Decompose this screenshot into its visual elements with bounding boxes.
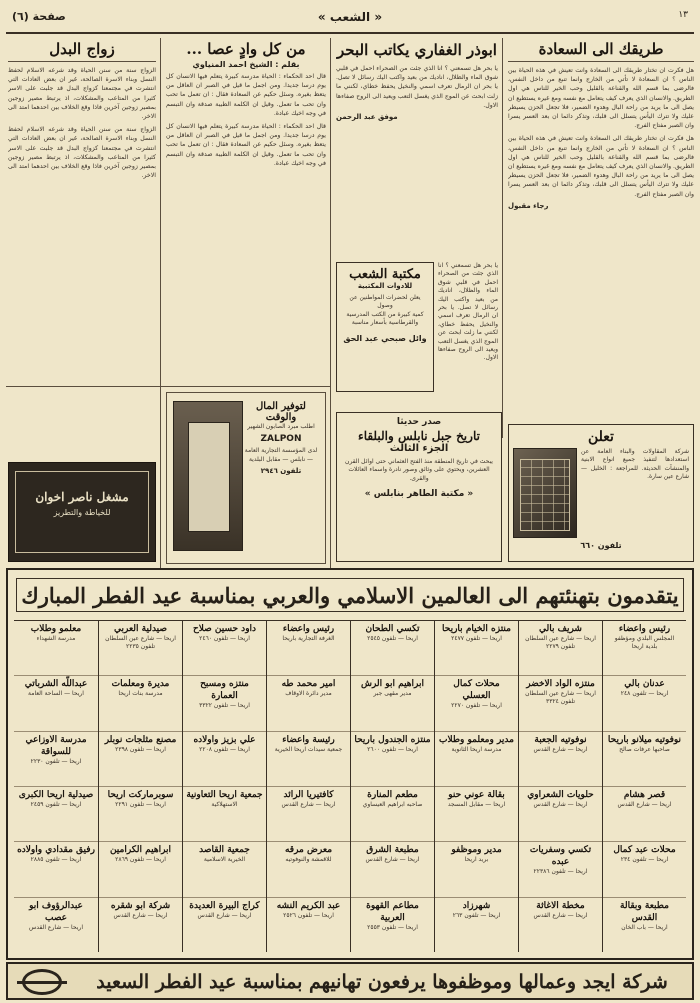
greeting-card bbox=[603, 787, 686, 842]
library-line-3: والقرطاسية بأسعار مناسبة bbox=[351, 319, 419, 327]
greeting-name: محلات كمال العسلي bbox=[453, 679, 500, 702]
greeting-name: نوفوتيه ميلانو باريحا bbox=[607, 734, 682, 745]
greeting-card bbox=[435, 621, 518, 676]
greeting-name: مديرة ومعلمات bbox=[111, 679, 170, 690]
greeting-name: داود حسين صلاح bbox=[192, 624, 257, 634]
greeting-name: منتزه الجندول باريحا bbox=[354, 734, 431, 745]
eid-column bbox=[98, 621, 182, 952]
greeting-card bbox=[267, 732, 350, 787]
greeting-card bbox=[519, 787, 602, 842]
greeting-name: رئيسة واعضاء bbox=[282, 734, 335, 745]
greeting-card bbox=[99, 732, 182, 787]
section-rule bbox=[6, 386, 330, 387]
greeting-detail: اريحا — شارع القدس bbox=[29, 923, 83, 931]
greeting-detail: اريحا — شارع عين السلطان bbox=[105, 635, 176, 642]
greeting-name: معلمو وطلاب bbox=[30, 624, 82, 634]
tailor-ad bbox=[8, 462, 156, 562]
greeting-name: منتزه الواد الاخضر bbox=[526, 679, 595, 690]
eid-column bbox=[518, 621, 602, 952]
greeting-detail: الغرفة التجارية باريحا bbox=[282, 635, 335, 642]
tailor-title: مشغل ناصر اخوان bbox=[35, 490, 129, 504]
book-part: الجزء الثالث bbox=[389, 443, 449, 454]
greeting-name: سوبرماركت اريحا bbox=[107, 789, 174, 800]
greeting-detail: اريحا — تلفون ٢٢٩١ bbox=[115, 800, 166, 808]
library-subtitle: للادوات المكتبية bbox=[357, 282, 413, 290]
page-number: صفحة (٦) bbox=[12, 10, 66, 23]
announcement-title: تعلن bbox=[588, 429, 614, 445]
greeting-detail: اريحا — شارع القدس bbox=[281, 800, 336, 808]
greeting-name: جمعية القاصد bbox=[199, 845, 250, 856]
greeting-card bbox=[267, 787, 350, 842]
greeting-card bbox=[351, 842, 434, 897]
greeting-detail: بريد اريحا bbox=[464, 856, 489, 864]
wisdom-byline: بقلم : الشيخ احمد المنياوي bbox=[192, 60, 300, 69]
greeting-detail: اريحا — الساحة العامة bbox=[28, 690, 84, 698]
greeting-detail: اريحا — شارع القدس bbox=[533, 745, 588, 753]
greeting-name: تكسي الطحان bbox=[365, 624, 420, 634]
library-line-2: كمية كبيرة من الكتب المدرسية bbox=[346, 310, 424, 318]
greeting-name: منتزه ومسبح العمارة bbox=[200, 679, 249, 702]
wisdom-article bbox=[166, 40, 326, 380]
egged-text: شركة ايجد وعمالها وموظفوها يرفعون تهانيهم بمناسبة عيد الفطر السعيد bbox=[96, 971, 668, 993]
greeting-name: مطبعة وبقالة القدس bbox=[620, 900, 669, 923]
greeting-detail: تلفون ٢٢٣٥ bbox=[126, 643, 155, 650]
book-ad bbox=[336, 412, 502, 562]
greeting-card bbox=[519, 621, 602, 676]
greeting-name: عبد الكريم النشه bbox=[276, 900, 341, 911]
greeting-card bbox=[14, 621, 98, 676]
greeting-name: مدير وموظفو bbox=[451, 845, 502, 856]
greeting-detail: اريحا — شارع عين السلطان bbox=[525, 635, 596, 642]
greeting-detail: اريحا — تلفون ٢٢٧٠ bbox=[451, 702, 502, 710]
ghifari-body: يا بحر هل تسمعني ؟ انا الذي جئت من الصحراء احمل في قلبي شوق الماء والظلال، اناديك من بعيد واكتب اليك رسائل لا تصل. يا بحر ان الرمال تعرف اسمي والنخيل يحفظ خطاي، لكنني ما زلت ابحث عن الموج الذي يغسل التعب ويعيد الى الروح صفاءها الاول. bbox=[336, 65, 498, 109]
greeting-name: مصنع مثلجات نوبلر bbox=[104, 734, 177, 745]
greeting-card bbox=[519, 898, 602, 952]
greeting-card bbox=[99, 787, 182, 842]
greeting-detail: مدرسة بنات اريحا bbox=[118, 690, 163, 698]
product-photo bbox=[173, 401, 243, 551]
greeting-detail: للاقمشة والنوفوتيه bbox=[285, 856, 332, 864]
greeting-card bbox=[603, 898, 686, 952]
greeting-name: جمعية اريحا التعاونية bbox=[186, 789, 263, 800]
ghifari-title: ابوذر الغفاري يكاتب البحر bbox=[337, 41, 497, 59]
greeting-name: شهرزاد bbox=[462, 900, 491, 911]
greeting-name: حلويات الشعراوي bbox=[527, 789, 594, 800]
greeting-detail: مدرسة الشهداء bbox=[36, 635, 76, 642]
greeting-name: علي بزيز واولاده bbox=[193, 734, 256, 745]
book-header: صدر حديثا bbox=[396, 417, 442, 427]
greeting-detail: اريحا — تلفون ٢٤٨ bbox=[620, 690, 669, 698]
happiness-body: هل فكرت ان تختار طريقك الى السعادة وانت تعيش في هذه الحياة بين الناس ؟ ان السعادة لا تأتي من الخارج وانما تنبع من داخل النفس، فالرضى بما قسم الله والقناعة بالقليل وحب الخير للناس هي اول الطريق. والانسان الذي يعرف كيف يتعامل مع نفسه ومع غيره يستطيع ان يصل الى ما يريد من راحة البال وهدوء الضمير، فلا تجعل الحزن يسيطر عليك ولا تترك اليأس يتسلل الى قلبك، وتذكر دائما ان بعد العسر يسرا وان الصبر مفتاح الفرج. bbox=[508, 67, 694, 130]
greeting-card bbox=[14, 787, 98, 842]
book-title: تاريخ جبل نابلس والبلقاء bbox=[358, 429, 480, 443]
greeting-name: عبداللّه الشرباتي bbox=[24, 679, 88, 690]
greeting-card bbox=[183, 842, 266, 897]
wisdom-body-cont: قال احد الحكماء : الحياة مدرسة كبيرة يتعلم فيها الانسان كل يوم درسا جديدا. ومن اجمل ما قيل في الصبر ان العاقل من يتعظ بغيره. وسئل حكيم عن السعادة فقال : ان تعمل ما تحب وان تحب ما تعمل. وقيل ان الكلمة الطيبة صدقة وان التبسم في وجه اخيك عبادة. bbox=[166, 123, 326, 167]
greeting-detail: اريحا — تلفون ٢٦٣ bbox=[452, 911, 501, 919]
greeting-detail: اريحا — مقابل المسجد bbox=[447, 800, 506, 808]
greeting-detail: اريحا — شارع القدس bbox=[365, 856, 420, 864]
greeting-detail: جمعية سيدات اريحا الخيرية bbox=[274, 745, 343, 753]
eid-column bbox=[182, 621, 266, 952]
greeting-name: كافتيريا الرائد bbox=[283, 789, 334, 800]
greeting-detail: اريحا — تلفون ٢٨٦٩ bbox=[115, 856, 166, 864]
greeting-name: رفيق مقدادي واولاده bbox=[17, 845, 95, 856]
greeting-card bbox=[99, 676, 182, 731]
happiness-title: طريقك الى السعادة bbox=[508, 40, 694, 62]
greeting-card bbox=[603, 842, 686, 897]
greeting-name: رئيس واعضاء bbox=[618, 624, 671, 634]
greeting-name: تكسي وسفريات عبده bbox=[529, 845, 592, 868]
greeting-detail: اريحا — شارع القدس bbox=[113, 911, 168, 919]
greeting-detail: اريحا — باب الخان bbox=[621, 923, 668, 931]
happiness-signature: رجاء مقبول bbox=[508, 201, 549, 210]
eid-greetings bbox=[6, 568, 694, 960]
greeting-detail: اريحا — شارع القدس bbox=[617, 800, 672, 808]
greeting-card bbox=[99, 842, 182, 897]
announcement-ad bbox=[508, 424, 694, 562]
greeting-detail: اريحا — تلفون ٣٣٢٢ bbox=[199, 702, 250, 710]
greeting-card bbox=[183, 676, 266, 731]
eid-grid bbox=[14, 620, 686, 952]
greeting-name: عبدالرؤوف ابو عصب bbox=[29, 900, 83, 923]
greeting-card bbox=[519, 842, 602, 897]
greeting-detail: اريحا — تلفون ٢٤٥٩ bbox=[30, 800, 82, 808]
announcement-body: شركة المقاولات والبناء العامة عن استعدادها لتنفيذ جميع انواع الابنية والمنشآت الحديثة. للمراجعة : الخليل — شارع عين سارة. bbox=[581, 448, 689, 481]
greeting-detail: اريحا — تلفون ٢٦٠٠ bbox=[367, 745, 418, 753]
greeting-card bbox=[519, 676, 602, 731]
greeting-card bbox=[603, 621, 686, 676]
greeting-card bbox=[519, 732, 602, 787]
greeting-card bbox=[435, 787, 518, 842]
greeting-name: مطعم المنارة bbox=[367, 789, 418, 800]
greeting-card bbox=[183, 621, 266, 676]
zalpon-title: لتوفير المال والوقت bbox=[256, 401, 306, 423]
book-seller: « مكتبة الطاهر بنابلس » bbox=[364, 489, 474, 500]
greeting-detail: اريحا — تلفون ٢٣٩٨ bbox=[115, 745, 166, 753]
greeting-card bbox=[183, 898, 266, 952]
eid-column bbox=[14, 621, 98, 952]
column-rule bbox=[160, 38, 161, 568]
ghifari-article bbox=[336, 40, 498, 256]
greeting-detail: اريحا — تلفون ٢٤٦٠ bbox=[199, 635, 250, 642]
greeting-detail: مدرسة اريحا الثانوية bbox=[451, 745, 502, 753]
greeting-detail: اريحا — تلفون ٢٢٣٠ bbox=[30, 757, 82, 765]
library-contact: وائل صبحي عبد الحق bbox=[343, 333, 427, 343]
greeting-detail: صاحبها عرفات صالح bbox=[619, 745, 670, 753]
greeting-detail: اريحا — تلفون ٢٥٤٥ bbox=[367, 635, 418, 642]
greeting-detail: تلفون ٣٣٢٤ bbox=[546, 698, 575, 706]
greeting-name: ابراهيم ابو الرش bbox=[360, 679, 425, 690]
greeting-name: شركة ابو شقره bbox=[110, 900, 171, 911]
greeting-name: ابراهيم الكرامين bbox=[109, 845, 172, 856]
greeting-card bbox=[183, 787, 266, 842]
greeting-name: مدير ومعلمو وطلاب bbox=[439, 734, 514, 745]
greeting-detail: اريحا — تلفون ٢٨٨٥ bbox=[30, 856, 82, 864]
greeting-detail: اريحا — تلفون ٢٤٧٧ bbox=[451, 635, 502, 642]
eid-headline: يتقدمون بتهنئتهم الى العالمين الاسلامي والعربي بمناسبة عيد الفطر المبارك bbox=[16, 578, 684, 612]
greeting-name: عدنان بالي bbox=[624, 679, 665, 690]
greeting-name: شريف بالي bbox=[539, 624, 582, 634]
greeting-card bbox=[351, 898, 434, 952]
greeting-card bbox=[351, 621, 434, 676]
library-ad bbox=[336, 262, 434, 392]
book-body: يبحث في تاريخ المنطقة منذ الفتح العثماني حتى اوائل القرن العشرين، ويحتوي على وثائق وصور نادرة واسماء العائلات والقرى. bbox=[345, 458, 493, 482]
announcement-phone: تلفون ٦٦٠ bbox=[580, 541, 622, 550]
greeting-name: بقالة عوني حنو bbox=[448, 789, 505, 800]
wisdom-title: من كل وادٍ عصا ... bbox=[186, 40, 306, 58]
greeting-detail: اريحا — شارع عين السلطان bbox=[525, 690, 596, 698]
greeting-detail: اريحا — تلفون ٢٢٣٨٦ bbox=[533, 868, 588, 876]
greeting-card bbox=[603, 676, 686, 731]
greeting-name: مدرسة الاوزاعي للسواقة bbox=[25, 734, 87, 757]
eid-column bbox=[434, 621, 518, 952]
greeting-card bbox=[435, 732, 518, 787]
library-title: مكتبة الشعب bbox=[349, 267, 421, 282]
column-rule bbox=[502, 38, 503, 438]
greeting-card bbox=[99, 898, 182, 952]
eid-column bbox=[266, 621, 350, 952]
library-line-1: يعلن لحضرات المواطنين عن وصول bbox=[349, 294, 421, 310]
greeting-card bbox=[267, 676, 350, 731]
greeting-name: معرض مرقه bbox=[284, 845, 333, 856]
zalpon-body: لدى المؤسسة التجارية العامة — نابلس — مقابل البلدية bbox=[244, 447, 318, 463]
greeting-name: مطاعم القهوة العربية bbox=[366, 900, 419, 923]
greeting-card bbox=[267, 621, 350, 676]
building-photo bbox=[513, 448, 577, 538]
marriage-body: الزواج سنة من سنن الحياة وقد شرعه الاسلام لحفظ النسل وبناء الاسرة الصالحة، غير ان بعض العادات التي انتشرت في مجتمعنا كزواج البدل قد جلبت على الاسر كثيرا من المتاعب والمشكلات، اذ يرتبط مصير زوجين بمصير زوجين آخرين فاذا وقع الخلاف بين احدهما امتد الى الاخر. bbox=[8, 67, 156, 121]
greeting-detail: اريحا — تلفون ٢٢٠٨ bbox=[199, 745, 250, 753]
greeting-name: منتزه الخيام باريحا bbox=[442, 624, 511, 634]
greeting-detail: مدير دائرة الاوقاف bbox=[285, 690, 332, 698]
eid-column bbox=[350, 621, 434, 952]
greeting-card bbox=[351, 676, 434, 731]
zalpon-phone: تلفون ٢٩٤٦ bbox=[260, 467, 302, 476]
greeting-name: مطبعة الشرق bbox=[366, 845, 419, 856]
column-rule bbox=[330, 38, 331, 568]
ghifari-body-cont: يا بحر هل تسمعني ؟ انا الذي جئت من الصحراء احمل في قلبي شوق الماء والظلال، اناديك من بعيد واكتب اليك رسائل لا تصل. يا بحر ان الرمال تعرف اسمي والنخيل يحفظ خطاي، لكنني ما زلت ابحث عن الموج الذي يغسل التعب ويعيد الى الروح صفاءها الاول. bbox=[438, 262, 498, 362]
greeting-name: رئيس واعضاء bbox=[282, 624, 335, 634]
greeting-detail: اريحا — شارع القدس bbox=[533, 911, 588, 919]
egged-greeting bbox=[6, 962, 694, 1000]
greeting-card bbox=[267, 898, 350, 952]
greeting-card bbox=[14, 676, 98, 731]
greeting-detail: المجلس البلدي ومؤظفو bbox=[614, 635, 675, 642]
greeting-detail: اريحا — شارع القدس bbox=[533, 800, 588, 808]
greeting-name: محلات عبد كمال bbox=[613, 845, 676, 856]
masthead bbox=[6, 4, 694, 34]
happiness-body-cont: هل فكرت ان تختار طريقك الى السعادة وانت تعيش في هذه الحياة بين الناس ؟ ان السعادة لا تأتي من الخارج وانما تنبع من داخل النفس، فالرضى بما قسم الله والقناعة بالقليل وحب الخير للناس هي اول الطريق. والانسان الذي يعرف كيف يتعامل مع نفسه ومع غيره يستطيع ان يصل الى ما يريد من راحة البال وهدوء الضمير، فلا تجعل الحزن يسيطر عليك ولا تترك اليأس يتسلل الى قلبك، وتذكر دائما ان بعد العسر يسرا وان الصبر مفتاح الفرج. bbox=[508, 135, 694, 198]
greeting-name: قصر هشام bbox=[623, 789, 666, 800]
greeting-card bbox=[183, 732, 266, 787]
greeting-detail: صاحبه ابراهيم العيساوي bbox=[362, 800, 423, 808]
greeting-card bbox=[351, 732, 434, 787]
greeting-detail: تلفون ٢٢٧٩ bbox=[546, 643, 575, 650]
greeting-card bbox=[435, 842, 518, 897]
greeting-card bbox=[435, 898, 518, 952]
greeting-detail: اريحا — شارع القدس bbox=[197, 911, 252, 919]
greeting-card bbox=[14, 898, 98, 952]
ghifari-continued bbox=[438, 262, 498, 432]
greeting-name: امير محمد طه bbox=[281, 679, 336, 690]
ghifari-signature: موفق عبد الرحمن bbox=[336, 113, 398, 122]
greeting-name: كراج البيرة العديدة bbox=[189, 900, 260, 911]
zalpon-line: اطلب مبرد الصابون الشهير bbox=[247, 423, 315, 430]
greeting-card bbox=[14, 842, 98, 897]
greeting-detail: مدير مقهى جبر bbox=[373, 690, 412, 698]
greeting-name: مخطة الاغاثة bbox=[536, 900, 585, 911]
greeting-card bbox=[435, 676, 518, 731]
greeting-card bbox=[14, 732, 98, 787]
greeting-detail: اريحا — تلفون ٢٥٥٣ bbox=[367, 923, 418, 931]
greeting-card bbox=[99, 621, 182, 676]
marriage-title: زواج البدل bbox=[8, 40, 156, 62]
greeting-detail: اريحا — تلفون ٢٣٤ bbox=[620, 856, 669, 864]
happiness-article bbox=[508, 40, 694, 416]
greeting-card bbox=[267, 842, 350, 897]
tailor-line: للخياطة والتطريز bbox=[53, 508, 111, 517]
greeting-name: صيدلية العربي bbox=[113, 624, 168, 634]
greeting-name: نوفوتيه الجعبة bbox=[534, 734, 587, 745]
zalpon-brand: ZALPON bbox=[260, 434, 302, 445]
issue-number: ١٣ bbox=[678, 10, 688, 20]
greeting-detail: الخيرية الاسلامية bbox=[203, 856, 246, 864]
marriage-article bbox=[8, 40, 156, 380]
newspaper-title: « الشعب » bbox=[317, 10, 383, 24]
greeting-name: صيدلية اريحا الكبرى bbox=[18, 789, 94, 800]
zalpon-ad bbox=[166, 392, 326, 564]
wisdom-body: قال احد الحكماء : الحياة مدرسة كبيرة يتعلم فيها الانسان كل يوم درسا جديدا. ومن اجمل ما قيل في الصبر ان العاقل من يتعظ بغيره. وسئل حكيم عن السعادة فقال : ان تعمل ما تحب وان تحب ما تعمل. وقيل ان الكلمة الطيبة صدقة وان التبسم في وجه اخيك عبادة. bbox=[166, 73, 326, 117]
greeting-detail: بلدية اريحا bbox=[631, 643, 658, 650]
greeting-detail: اريحا — تلفون ٢٥٢٦ bbox=[283, 911, 334, 919]
greeting-detail: الاستهلاكية bbox=[211, 800, 238, 808]
greeting-card bbox=[603, 732, 686, 787]
egged-logo-icon bbox=[22, 969, 62, 995]
greeting-card bbox=[351, 787, 434, 842]
marriage-body-cont: الزواج سنة من سنن الحياة وقد شرعه الاسلام لحفظ النسل وبناء الاسرة الصالحة، غير ان بعض العادات التي انتشرت في مجتمعنا كزواج البدل قد جلبت على الاسر كثيرا من المتاعب والمشكلات، اذ يرتبط مصير زوجين بمصير زوجين آخرين فاذا وقع الخلاف بين احدهما امتد الى الاخر. bbox=[8, 126, 156, 180]
eid-column bbox=[602, 621, 686, 952]
